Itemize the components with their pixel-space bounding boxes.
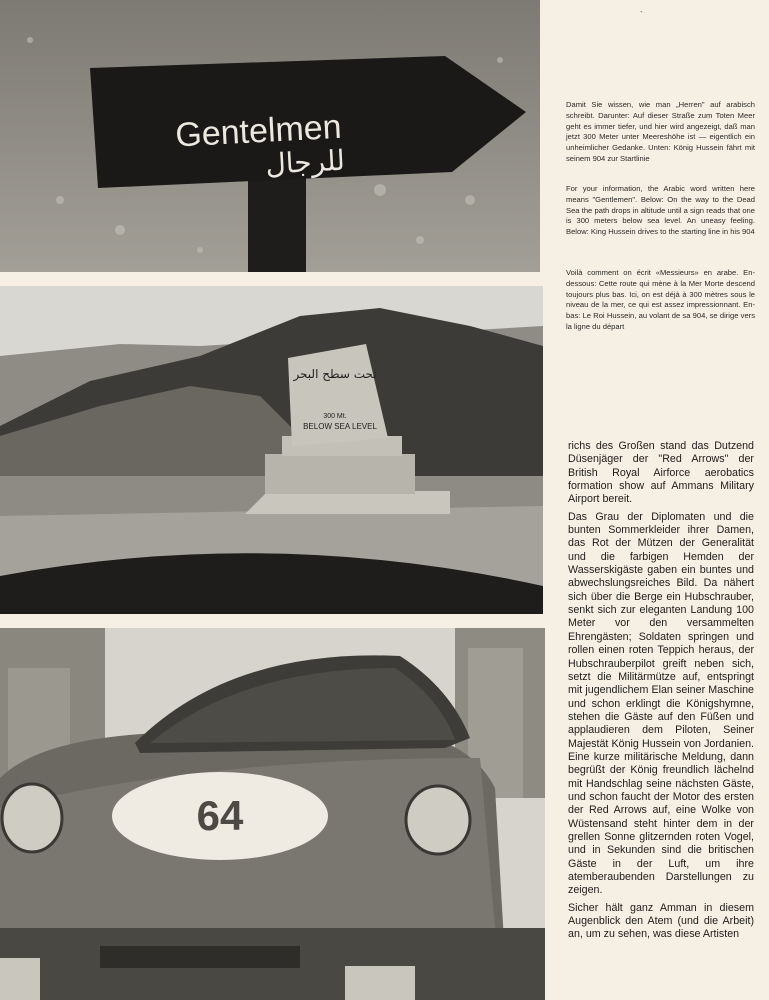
- page-mark: `: [640, 10, 643, 20]
- photo-gentlemen-sign: [0, 0, 540, 272]
- sign-text: Gentelmen: [174, 107, 343, 155]
- photo-porsche-904: [0, 628, 545, 1000]
- article-paragraph: Das Grau der Diplomaten und die bunten Sommerkleider ihrer Damen, das Rot der Mützen der Generalität und die farbigen Hemden der Wasserskigäste gaben ein buntes und abwechslungsreiches Bild. Da nähert sich über die Berge ein Hubschrauber, senkt sich zur eleganten Landung 100 Meter vor den versammelten Ehrengästen; Soldaten springen und rollen einen roten Teppich heraus, der Hubschrauberpilot greift neben sich, setzt die Militärmütze auf, entspringt mit jugendlichem Elan seiner Maschine und schon erklingt die Königshymne, stehen die Gäste auf den Füßen und applaudieren dem Piloten, Seiner Majestät König Hussein von Jordanien. Eine kurze militärische Meldung, dann begrüßt der König freundlich lächelnd mit Handschlag seine nächsten Gäste, und schon faucht der Motor des ersten der Red Arrows auf, eine Wolke von Wüstensand steht hinter dem in der grellen Sonne glitzernden roten Vogel, und in Sekunden sind die britischen Gäste in der Luft, um ihre atemberaubenden Darstellungen zu zeigen.: [568, 510, 754, 897]
- caption-english: For your information, the Arabic word written here means "Gentlemen". Below: On the way to the Dead Sea the path drops in altitude until a sign reads that one is 300 meters below sea level. An uneasy feeling. Below: King Hussein drives to the starting line in his 904: [566, 184, 755, 237]
- photo-sea-level-marker: [0, 286, 543, 614]
- marker-arabic-text: تحت سطح البحر: [293, 367, 377, 381]
- article-text: [568, 440, 754, 946]
- car-number: 64: [196, 792, 244, 839]
- caption-french: Voilà comment on écrit «Messieurs» en arabe. En-dessous: Cette route qui mène à la Mer Morte descend toujours plus bas. Ici, on est déjà à 300 mètres sous le niveau de la mer, ce qui est assez impressionnant. En-bas: Le Roi Hussein, au volant de sa 904, se dirige vers la ligne du départ: [566, 268, 755, 331]
- marker-sea-level-text: BELOW SEA LEVEL: [303, 422, 377, 431]
- caption-german: Damit Sie wissen, wie man „Herren" auf arabisch schreibt. Darunter: Auf dieser Straße zum Toten Meer geht es immer tiefer, und hier wird angezeigt, daß man jetzt 300 Meter unter Meereshöhe ist — eigentlich ein unheimlicher Gedanke. Unten: König Hussein fährt mit seinem 904 zur Startlinie: [566, 100, 755, 163]
- article-paragraph: Sicher hält ganz Amman in diesem Augenblick den Atem (und die Arbeit) an, um zu sehen, was diese Artisten: [568, 901, 754, 941]
- sign-arabic-text: للرجال: [264, 143, 346, 181]
- article-paragraph: richs des Großen stand das Dutzend Düsenjäger der "Red Arrows" der British Royal Airforce aerobatics formation show auf Ammans Military Airport bereit.: [568, 440, 754, 506]
- marker-depth-text: 300 Mt.: [323, 413, 347, 420]
